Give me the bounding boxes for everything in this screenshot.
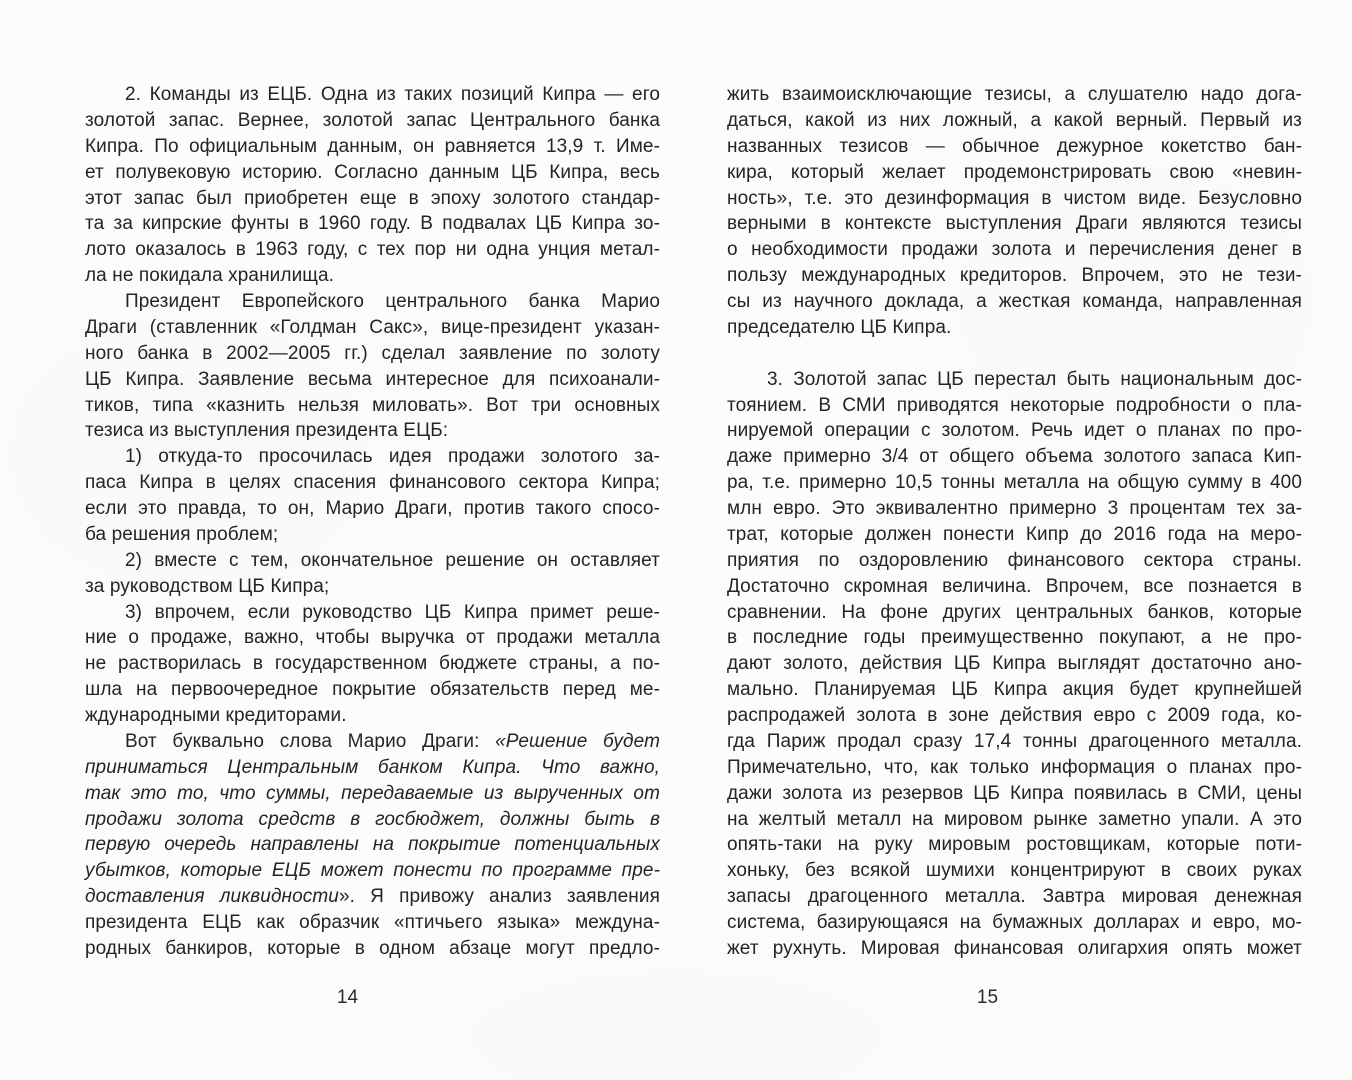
page-15: [727, 82, 1302, 962]
text-line: 3) впрочем, если руководство ЦБ Кипра примет реше-: [125, 601, 660, 623]
text-line: этот запас был приобретен еще в эпоху золотого стандар-: [85, 187, 660, 209]
paragraph: [85, 444, 660, 548]
text-line: даже примерно 3/4 от общего объема золотого запаса Кип-: [727, 446, 1302, 468]
paragraph: [85, 729, 660, 962]
text-line: [85, 884, 660, 910]
text-line: 2. Команды из ЕЦБ. Одна из таких позиций Кипра — его: [125, 84, 660, 105]
paragraph: [85, 600, 660, 729]
quote-italic-text: убытков, которые ЕЦБ может понести по программе пре-: [85, 860, 660, 882]
text-line: паса Кипра в целях спасения финансового сектора Кипра;: [85, 472, 660, 494]
paragraph: [85, 548, 660, 600]
text-line: сы из научного доклада, а жесткая команда, направленная: [727, 291, 1302, 312]
quote-italic-text: первую очередь направлены на покрытие потенциальных: [85, 834, 660, 856]
quote-italic-text: так это то, что суммы, передаваемые из вырученных от: [85, 782, 660, 804]
text-line: Драги (ставленник «Голдман Сакс», вице-президент указан-: [85, 316, 660, 338]
text-line: та за кипрские фунты в 1960 году. В подвалах ЦБ Кипра зо-: [85, 213, 660, 235]
body-text: Вот буквально слова Марио Драги:: [125, 730, 496, 752]
paragraph: [85, 289, 660, 444]
text-line: тоянием. В СМИ приводятся некоторые подробности о пла-: [727, 394, 1302, 416]
text-line: [85, 832, 660, 858]
text-line: [85, 729, 660, 755]
text-line: хоньку, без всякой шумихи концентрируют в своих руках: [727, 860, 1302, 882]
text-line: Достаточно скромная величина. Впрочем, все познается в: [727, 575, 1302, 597]
text-line: нируемой операции с золотом. Речь идет о планах по про-: [727, 420, 1302, 442]
text-line: председателю ЦБ Кипра.: [727, 316, 952, 338]
text-line: млн евро. Это эквивалентно примерно 3 процентам тех за-: [727, 498, 1302, 519]
text-line: 1) откуда-то просочилась идея продажи золотого за-: [125, 446, 660, 468]
text-line: кира, который желает продемонстрировать свою «невин-: [727, 161, 1302, 183]
text-line: Примечательно, что, как только информация о планах про-: [727, 756, 1302, 778]
text-line: тиков, типа «казнить нельзя миловать». Вот три основных: [85, 394, 660, 416]
text-line: ра, т.е. примерно 10,5 тонны металла на общую сумму в 400: [727, 472, 1302, 494]
text-line: [85, 781, 660, 807]
body-text: ». Я привожу анализ заявления: [338, 886, 660, 908]
text-line: [85, 858, 660, 884]
text-line: ного банка в 2002—2005 гг.) сделал заявление по золоту: [85, 342, 660, 364]
quote-italic-text: продажи золота средств в госбюджет, должны быть в: [85, 808, 660, 830]
text-line: ет полувековую историю. Согласно данным ЦБ Кипра, весь: [85, 161, 660, 183]
quote-italic-text: приниматься Центральным банком Кипра. Что важно,: [85, 756, 660, 778]
text-line: президента ЕЦБ как образчик «птичьего языка» междуна-: [85, 912, 660, 933]
text-line: гда Париж продал сразу 17,4 тонны драгоценного металла.: [727, 730, 1302, 752]
quote-italic-text: доставления ликвидности: [85, 886, 339, 908]
page-14: [85, 82, 660, 962]
text-line: родных банкиров, которые в одном абзаце могут предло-: [85, 937, 660, 959]
text-line: если это правда, то он, Марио Драги, против такого спосо-: [85, 498, 660, 519]
text-line: запасы драгоценного металла. Завтра мировая денежная: [727, 886, 1302, 908]
text-line: за руководством ЦБ Кипра;: [85, 575, 330, 597]
text-line: [85, 755, 660, 781]
text-line: ждународными кредиторами.: [85, 705, 347, 726]
text-line: на желтый металл на мировом рынке заметно упали. А это: [727, 808, 1302, 830]
text-line: приятия по оздоровлению финансового сектора страны.: [727, 549, 1302, 571]
text-line: ба решения проблем;: [85, 523, 279, 545]
text-line: трат, которые должен понести Кипр до 2016 года на меро-: [727, 523, 1302, 545]
text-line: ла не покидала хранилища.: [85, 265, 335, 287]
text-line: пользу международных кредиторов. Впрочем, это не тези-: [727, 265, 1302, 287]
text-line: 3. Золотой запас ЦБ перестал быть национальным дос-: [767, 368, 1302, 390]
text-line: дажи золота из резервов ЦБ Кипра появилась в СМИ, цены: [727, 782, 1302, 804]
text-line: дают золото, действия ЦБ Кипра выглядят достаточно ано-: [727, 653, 1302, 675]
page-number: 15: [976, 987, 999, 1008]
text-line: сравнении. На фоне других центральных банков, которые: [727, 601, 1302, 623]
text-line: распродажей золота в зоне действия евро с 2009 года, ко-: [727, 705, 1302, 726]
text-line: [85, 807, 660, 833]
quote-italic-text: «Решение будет: [495, 730, 661, 752]
page-number: 14: [336, 987, 359, 1008]
text-line: Президент Европейского центрального банка Марио: [125, 291, 660, 312]
text-line: даться, какой из них ложный, а какой верный. Первый из: [727, 109, 1302, 131]
text-line: тезиса из выступления президента ЕЦБ:: [85, 420, 449, 442]
text-line: мально. Планируемая ЦБ Кипра акция будет крупнейшей: [727, 679, 1302, 701]
text-line: ние о продаже, важно, чтобы выручка от продажи металла: [85, 627, 660, 649]
text-line: шла на первоочередное покрытие обязательств перед ме-: [85, 679, 660, 701]
text-line: не растворилась в государственном бюджете страны, а по-: [85, 653, 660, 675]
text-line: верными в контексте выступления Драги являются тезисы: [727, 213, 1302, 235]
paragraph: [85, 82, 660, 289]
text-line: золотой запас. Вернее, золотой запас Центрального банка: [85, 109, 660, 131]
text-line: опять-таки на руку мировым ростовщикам, которые поти-: [727, 834, 1302, 856]
text-line: жить взаимоисключающие тезисы, а слушателю надо дога-: [727, 84, 1302, 105]
text-line: о необходимости продажи золота и перечисления денег в: [727, 239, 1302, 261]
text-line: ность», т.е. это дезинформация в чистом виде. Безусловно: [727, 187, 1302, 209]
text-line: Кипра. По официальным данным, он равняется 13,9 т. Име-: [85, 135, 660, 157]
text-line: названных тезисов — обычное дежурное кокетство бан-: [727, 135, 1302, 157]
paragraph: [727, 82, 1302, 341]
paragraph: [727, 367, 1302, 962]
text-line: система, базирующаяся на бумажных долларах и евро, мо-: [727, 912, 1302, 933]
text-line: лото оказалось в 1963 году, с тех пор ни одна унция метал-: [85, 239, 660, 261]
text-line: жет рухнуть. Мировая финансовая олигархия опять может: [727, 937, 1302, 959]
text-line: 2) вместе с тем, окончательное решение он оставляет: [125, 549, 660, 571]
text-line: ЦБ Кипра. Заявление весьма интересное для психоанали-: [85, 368, 660, 390]
text-line: в последние годы преимущественно покупают, а не про-: [727, 627, 1302, 649]
